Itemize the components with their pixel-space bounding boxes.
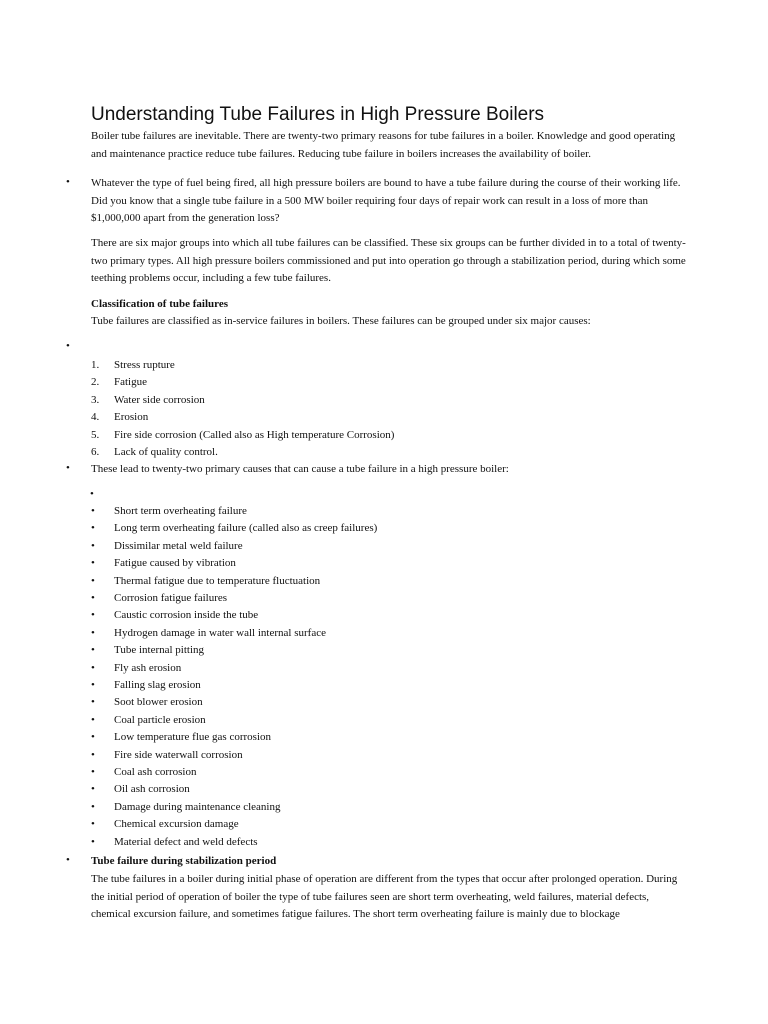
primary-cause-item bbox=[0, 694, 768, 711]
list-text: Thermal fatigue due to temperature fluctuation bbox=[114, 574, 321, 587]
list-text: Stress rupture bbox=[114, 359, 175, 371]
list-text: Erosion bbox=[114, 411, 149, 424]
intro-paragraph: Boiler tube failures are inevitable. There are twenty-two primary reasons for tube failures in a boiler. Knowledge and good operating and maintenance practice reduce tube failures. Reducing tube failure in boilers increases the availability of boiler. bbox=[91, 130, 676, 160]
primary-cause-item bbox=[0, 781, 768, 798]
major-cause-item bbox=[0, 427, 768, 444]
primary-cause-item bbox=[0, 573, 768, 590]
bullet-marker: • bbox=[91, 539, 95, 552]
empty-bullet-marker: • bbox=[66, 340, 70, 352]
primary-cause-item bbox=[0, 503, 768, 520]
primary-cause-item bbox=[0, 729, 768, 746]
page-title: Understanding Tube Failures in High Pressure Boilers bbox=[91, 104, 545, 125]
bullet-marker: • bbox=[91, 522, 95, 535]
list-text: Dissimilar metal weld failure bbox=[114, 539, 243, 552]
primary-cause-item bbox=[0, 712, 768, 729]
bullet-marker: • bbox=[91, 800, 95, 813]
classification-heading: Classification of tube failures bbox=[91, 298, 228, 310]
list-number: 4. bbox=[91, 411, 100, 424]
list-number: 3. bbox=[91, 393, 100, 406]
bullet-fuel-marker: • bbox=[66, 176, 70, 188]
primary-cause-item bbox=[0, 764, 768, 781]
major-cause-item bbox=[0, 392, 768, 409]
primary-cause-item bbox=[0, 625, 768, 642]
list-text: Fatigue bbox=[114, 376, 147, 389]
bullet-marker: • bbox=[91, 626, 95, 639]
list-text: Fatigue caused by vibration bbox=[114, 557, 236, 570]
groups-paragraph: There are six major groups into which all tube failures can be classified. These six groups can be further divided in to a total of twenty-two primary types. All high pressure boilers commissioned and put into operation go through a stabilization period, during which some teething problems occur, including a few tube failures. bbox=[91, 237, 686, 284]
primary-cause-item bbox=[0, 816, 768, 833]
list-text: Low temperature flue gas corrosion bbox=[114, 731, 271, 744]
primary-cause-item bbox=[0, 747, 768, 764]
list-text: Falling slag erosion bbox=[114, 679, 201, 691]
primary-cause-item bbox=[0, 555, 768, 572]
primary-cause-item bbox=[0, 590, 768, 607]
bullet-marker: • bbox=[91, 731, 95, 744]
primary-intro-paragraph: These lead to twenty-two primary causes that can cause a tube failure in a high pressure boiler: bbox=[91, 463, 509, 475]
primary-cause-item bbox=[0, 799, 768, 816]
empty-sub-bullet-marker: • bbox=[90, 488, 94, 500]
primary-cause-item bbox=[0, 538, 768, 555]
bullet-marker: • bbox=[91, 835, 95, 848]
bullet-marker: • bbox=[91, 713, 95, 726]
bullet-marker: • bbox=[91, 574, 95, 587]
list-text: Damage during maintenance cleaning bbox=[114, 800, 281, 813]
list-text: Fly ash erosion bbox=[114, 661, 182, 674]
primary-cause-item bbox=[0, 607, 768, 624]
list-text: Short term overheating failure bbox=[114, 505, 247, 517]
stabilization-heading: Tube failure during stabilization period bbox=[91, 855, 277, 867]
list-number: 1. bbox=[91, 359, 100, 371]
bullet-marker: • bbox=[91, 679, 95, 691]
list-text: Coal ash corrosion bbox=[114, 766, 197, 778]
bullet-marker: • bbox=[91, 557, 95, 570]
primary-cause-item bbox=[0, 660, 768, 677]
bullet-marker: • bbox=[91, 818, 95, 831]
bullet-marker: • bbox=[91, 748, 95, 761]
bullet-marker: • bbox=[91, 592, 95, 604]
list-text: Long term overheating failure (called also as creep failures) bbox=[114, 522, 378, 535]
bullet-marker: • bbox=[91, 696, 95, 709]
list-text: Water side corrosion bbox=[114, 393, 205, 406]
list-text: Coal particle erosion bbox=[114, 713, 206, 726]
list-number: 2. bbox=[91, 376, 100, 389]
list-text: Soot blower erosion bbox=[114, 696, 203, 709]
primary-intro-marker: • bbox=[66, 462, 70, 474]
bullet-marker: • bbox=[91, 505, 95, 517]
primary-cause-item bbox=[0, 834, 768, 851]
bullet-marker: • bbox=[91, 644, 95, 657]
major-cause-item bbox=[0, 409, 768, 426]
list-text: Chemical excursion damage bbox=[114, 818, 239, 831]
stabilization-paragraph: The tube failures in a boiler during initial phase of operation are different from the types that occur after prolonged operation. During the initial period of operation of boiler the type of tube failures seen are short term overheating, weld failures, material defects, chemical excursion failure, and sometimes fatigue failures. The short term overheating failure is mainly due to blockage bbox=[91, 873, 678, 920]
bullet-marker: • bbox=[91, 783, 95, 796]
major-cause-item bbox=[0, 357, 768, 374]
primary-cause-item bbox=[0, 677, 768, 694]
classification-paragraph: Tube failures are classified as in-service failures in boilers. These failures can be grouped under six major causes: bbox=[91, 315, 591, 327]
major-cause-item bbox=[0, 374, 768, 391]
stabilization-marker: • bbox=[66, 854, 70, 866]
list-number: 5. bbox=[91, 428, 100, 441]
list-text: Fire side corrosion (Called also as High temperature Corrosion) bbox=[114, 428, 395, 441]
bullet-marker: • bbox=[91, 766, 95, 778]
list-text: Oil ash corrosion bbox=[114, 783, 190, 796]
list-text: Material defect and weld defects bbox=[114, 835, 258, 848]
major-cause-item bbox=[0, 444, 768, 461]
primary-cause-item bbox=[0, 520, 768, 537]
list-text: Fire side waterwall corrosion bbox=[114, 748, 243, 761]
list-text: Hydrogen damage in water wall internal surface bbox=[114, 626, 326, 639]
primary-cause-item bbox=[0, 642, 768, 659]
fuel-paragraph: Whatever the type of fuel being fired, all high pressure boilers are bound to have a tube failure during the course of their working life. Did you know that a single tube failure in a 500 MW boiler requiring four days of repair work can result in a loss of more than $1,000,000 apart from the generation loss? bbox=[91, 177, 681, 224]
bullet-marker: • bbox=[91, 609, 95, 622]
list-text: Corrosion fatigue failures bbox=[114, 592, 228, 604]
list-number: 6. bbox=[91, 446, 100, 458]
list-text: Caustic corrosion inside the tube bbox=[114, 609, 259, 622]
list-text: Lack of quality control. bbox=[114, 446, 218, 458]
bullet-marker: • bbox=[91, 661, 95, 674]
list-text: Tube internal pitting bbox=[114, 644, 205, 657]
